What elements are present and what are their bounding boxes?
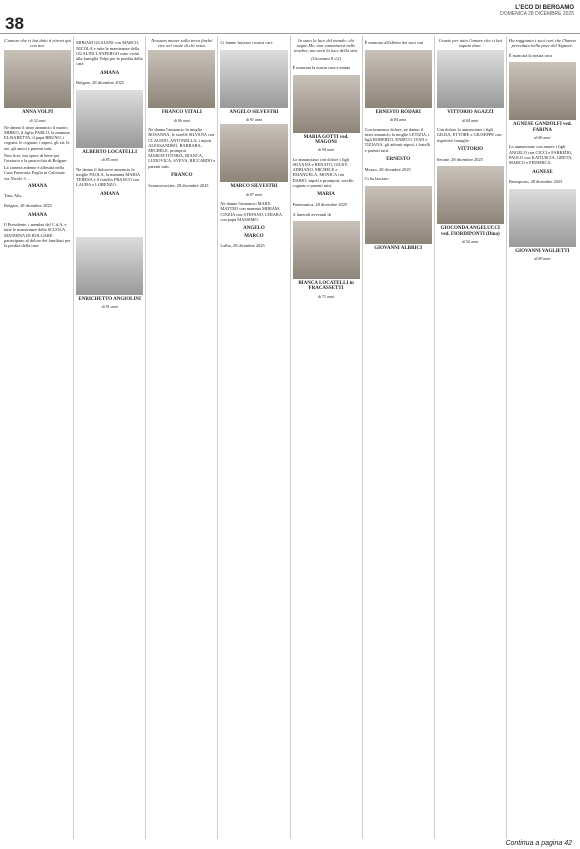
notice-date: Bolgare, 28 dicembre 2025 — [76, 80, 124, 86]
column-1 — [2, 36, 74, 839]
place-name: ANGELO — [243, 226, 265, 232]
notice-text: È mancata la nostra cara — [508, 52, 552, 58]
age: di 84 anni — [390, 117, 407, 123]
deceased-name: VITTORIO AGAZZI — [447, 110, 494, 116]
column-8 — [507, 36, 578, 839]
portrait-photo — [293, 75, 360, 133]
quote: Nessuno muore sulla terra finché vive nel cuore di chi resta. — [151, 38, 213, 49]
place-name: MARCO — [244, 233, 264, 239]
quote: Ha raggiunto i suoi cari che l'hanno preceduto nella pace del Signore. — [508, 38, 576, 49]
age: di 91 anni — [101, 304, 118, 310]
portrait-photo — [437, 166, 504, 224]
column-3 — [146, 36, 218, 839]
portrait-photo — [148, 50, 215, 108]
portrait-photo — [365, 50, 432, 108]
header-rule — [0, 33, 580, 34]
portrait-photo — [76, 237, 143, 295]
obituary-columns — [2, 36, 578, 839]
portrait-photo — [220, 124, 287, 182]
publication-date: DOMENICA 28 DICEMBRE 2025 — [500, 11, 574, 17]
column-6 — [363, 36, 435, 839]
portrait-photo — [293, 221, 360, 279]
deceased-name: ANGELO SILVESTRI — [229, 109, 279, 115]
deceased-name: AGNESE GANDOLFI ved. FARINA — [513, 122, 572, 133]
age: di 84 anni — [462, 117, 479, 123]
notice-text: MIRIAM GUALENI con MARCO, NICOLA e tutte le maestranze della GUALINI LANFERGO sono vicini alla famiglia Volpi per la perdita della cara — [76, 40, 143, 67]
publication-info — [500, 5, 574, 17]
age: di 89 anni — [534, 255, 551, 261]
notice-date: Mozzo, 28 dicembre 2025 — [364, 166, 411, 172]
notice-text: Ci ha lasciato — [364, 176, 389, 182]
notice-text: Ne danno l'annuncio la moglie ROSANNA, le sorelle SILVANA con CLAUDIO, ANTONELLA, i nipoti ALESSANDRO, BARBARA, MICHELE, pronipoti MARIAVITTORIA, BIANCA, LUDOVICA, SVEVA, RICCARDO e parenti tutti. — [148, 127, 216, 169]
age: di 32 anni — [29, 117, 46, 123]
age: di 94 anni — [317, 147, 335, 153]
deceased-name: BIANCA LOCATELLI in FRACASSETTI — [298, 281, 354, 292]
place-name: ERNESTO — [386, 157, 411, 163]
deceased-name: ERNESTO RODARI — [375, 109, 421, 115]
place-name: VITTORIO — [457, 147, 484, 153]
age: di 87 anni — [245, 191, 263, 197]
notice-text: Lo annunciano con dolore i figli SILVANA e RENATO, GIUSY, ADRIANO, MICHELE e EMANUELA, MONICA con DARIO, nipoti e pronipoti, sorelle, cognato e parenti tutti. — [292, 156, 355, 188]
age: di 96 anni — [173, 117, 190, 123]
place-name: MARIA — [317, 192, 335, 198]
notice-text: Ne danno il doloroso annuncio la moglie PAOLA, la mamma MARIA TERESA e il fratello FRANCO con LAURA e LORENZO. — [76, 166, 140, 188]
quote: In sono la luce del mondo: chi segue Me, non camminerà nelle tenebre, ma avrà la luce della vita. — [294, 38, 359, 54]
deceased-name: GIOVANNI VAGLIETTI — [515, 248, 570, 254]
column-7 — [435, 36, 507, 839]
page-number: 38 — [5, 14, 24, 33]
deceased-name: GIOVANNI ALBRICI — [374, 245, 423, 251]
publication-name: L'ECO DI BERGAMO — [515, 5, 574, 11]
portrait-photo — [220, 50, 287, 108]
quote-source: (Giovanni 8:12) — [311, 55, 341, 61]
portrait-photo — [365, 186, 432, 244]
column-4 — [218, 36, 290, 839]
place-name: AMANA — [100, 70, 120, 76]
portrait-photo — [509, 189, 576, 247]
quote: L'amore che ci hai dato ti ritrovi qui con noi. — [4, 38, 71, 49]
portrait-photo — [437, 50, 504, 108]
age: di 92 anni — [462, 238, 479, 244]
age: di 86 anni — [534, 134, 551, 140]
notice-text: Con dolore lo annunciano i figli GILDA, ETTORE e GIUSEPPE con rispettive famiglie. — [436, 127, 502, 143]
column-5 — [291, 36, 363, 839]
page-header — [0, 0, 580, 40]
age: di 71 anni — [317, 293, 335, 299]
place-name: AMANA — [100, 191, 120, 197]
deceased-name: FRANCO VITALI — [161, 110, 202, 116]
notice-text: Con immenso dolore, ne danno il triste annuncio la moglie LETIZIA, i figli ROBERTO, ENRICO, IVAN e TIZIANA, gli adorati nipoti, i fratelli e parenti tutti. — [364, 126, 431, 153]
notice-text: Ci hanno lasciato i nostri cari: — [220, 40, 274, 46]
portrait-photo — [509, 62, 576, 120]
notice-text: Ne danno l'annuncio MARY, MATTEO con mamma MIRIAM, CINZIA con STEFANO, CHIARA con papà MASSIMO. — [220, 201, 282, 222]
deceased-name: MARIA GOTTI ved. MAGONI — [303, 134, 349, 145]
notice-text: Ne danno il triste annuncio il marito MIRKO, il figlio PABLO, la mamma ELISABETTA, il papà BRUNO, i cognati, le cognate, i nipoti, gli zii, le zie, gli amici e parenti tutti. Non fiori, ma opere di bene per l'oratorio e la parrocchia di Bolgare. La camera ardente è allestita nella Casa Funeraria Foglia in Calcinate via Nicolo 3 ... — [4, 124, 70, 181]
notice-date: Seriate, 28 dicembre 2025 — [436, 156, 483, 162]
continuation-note: Continua a pagina 42 — [505, 840, 572, 847]
deceased-name: MARCO SILVESTRI — [230, 184, 278, 190]
notice-text: È mancato all'affetto dei suoi cari — [364, 40, 424, 46]
portrait-photo — [4, 50, 71, 108]
deceased-name: ALBERTO LOCATELLI — [82, 149, 138, 155]
notice-date: Brusaporto, 28 dicembre 2025 — [508, 179, 563, 185]
age: di 85 anni — [101, 157, 118, 163]
place-name: AGNESE — [532, 169, 553, 175]
notice-text: A funerali avvenuti di — [292, 211, 331, 217]
age: di 91 anni — [245, 117, 263, 123]
notice-text: Lo annunciano con amore i figli ANGELO con CICCI e FABRIZIO, PAOLO con KATIUSCIA, GRETA, MARCO e FEDERICA. — [508, 144, 573, 165]
notice-date: Ponteranica, 28 dicembre 2025 — [292, 202, 348, 207]
place-name: AMANA — [27, 212, 48, 218]
notice-date: Scanzorosciate, 28 dicembre 2025 — [148, 182, 209, 188]
deceased-name: ENRICHETTO ANGIOLINI — [78, 297, 141, 303]
deceased-name: GIOCONDA ANGELUCCI ved. FIORDIPONTI (Dina) — [440, 226, 500, 237]
notice-text: Il Presidente, i membri del C.d.A. e tutte le maestranze della SCUOLA MATERNA DI BOLGARE partecipano al dolore dei familiari per la perdita della cara — [4, 222, 71, 249]
deceased-name: ANNA VOLPI — [22, 110, 54, 116]
place-name: FRANCO — [171, 173, 193, 179]
notice-date: Bolgare, 28 dicembre 2025 — [4, 203, 52, 209]
portrait-photo — [76, 90, 143, 148]
notice-text: È mancata la nostra cara e amata — [292, 65, 351, 71]
column-2 — [74, 36, 146, 839]
notice-date: Lallio, 28 dicembre 2025 — [220, 243, 265, 249]
notice-text: Tina, Alis. — [4, 193, 23, 199]
quote: Grazie per tutto l'amore che ci hai saputo dare. — [438, 38, 502, 49]
place-name: AMANA — [27, 183, 48, 189]
